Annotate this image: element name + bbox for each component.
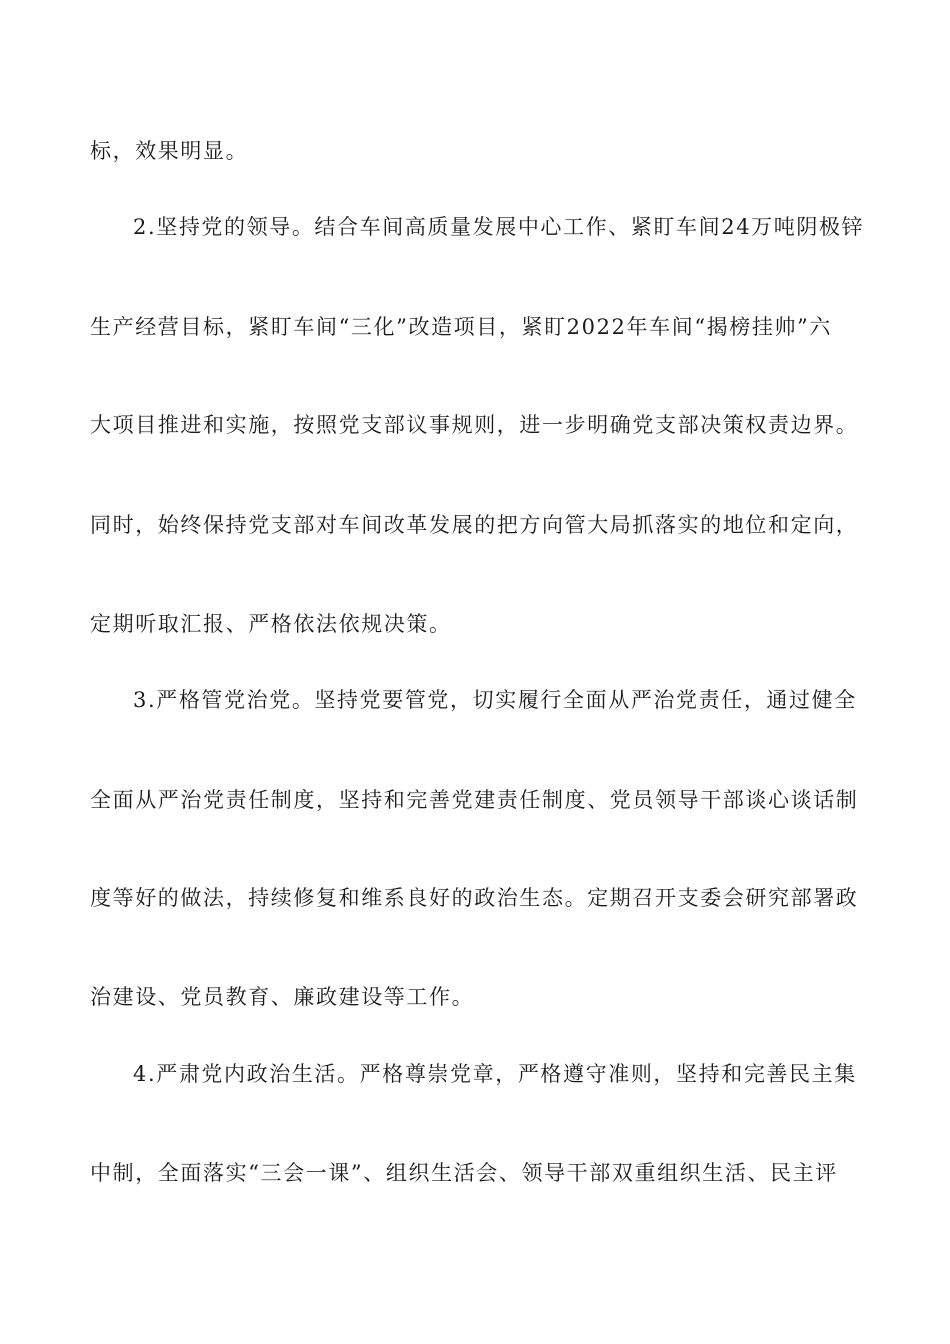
text-line: 度等好的做法，持续修复和维系良好的政治生态。定期召开支委会研究部署政 [90,886,859,910]
text-line: 生产经营目标，紧盯车间“三化”改造项目，紧盯2022年车间“揭榜挂帅”六 [90,315,832,339]
text-line: 标，效果明显。 [90,139,249,163]
text-line: 治建设、党员教育、廉政建设等工作。 [90,985,475,1009]
paragraph-start-line: 2.坚持党的领导。结合车间高质量发展中心工作、紧盯车间24万吨阴极锌 [133,215,865,239]
text-line: 同时，始终保持党支部对车间改革发展的把方向管大局抓落实的地位和定向， [90,513,859,537]
paragraph-start-line: 3.严格管党治党。坚持党要管党，切实履行全面从严治党责任，通过健全 [133,688,857,712]
text-line: 定期听取汇报、严格依法依规决策。 [90,612,452,636]
text-line: 全面从严治党责任制度，坚持和完善党建责任制度、党员领导干部谈心谈话制 [90,788,859,812]
text-line: 大项目推进和实施，按照党支部议事规则，进一步明确党支部决策权责边界。 [90,413,859,437]
text-line: 中制，全面落实“三会一课”、组织生活会、领导干部双重组织生活、民主评 [90,1161,838,1185]
paragraph-start-line: 4.严肃党内政治生活。严格尊崇党章，严格遵守准则，坚持和完善民主集 [133,1062,857,1086]
